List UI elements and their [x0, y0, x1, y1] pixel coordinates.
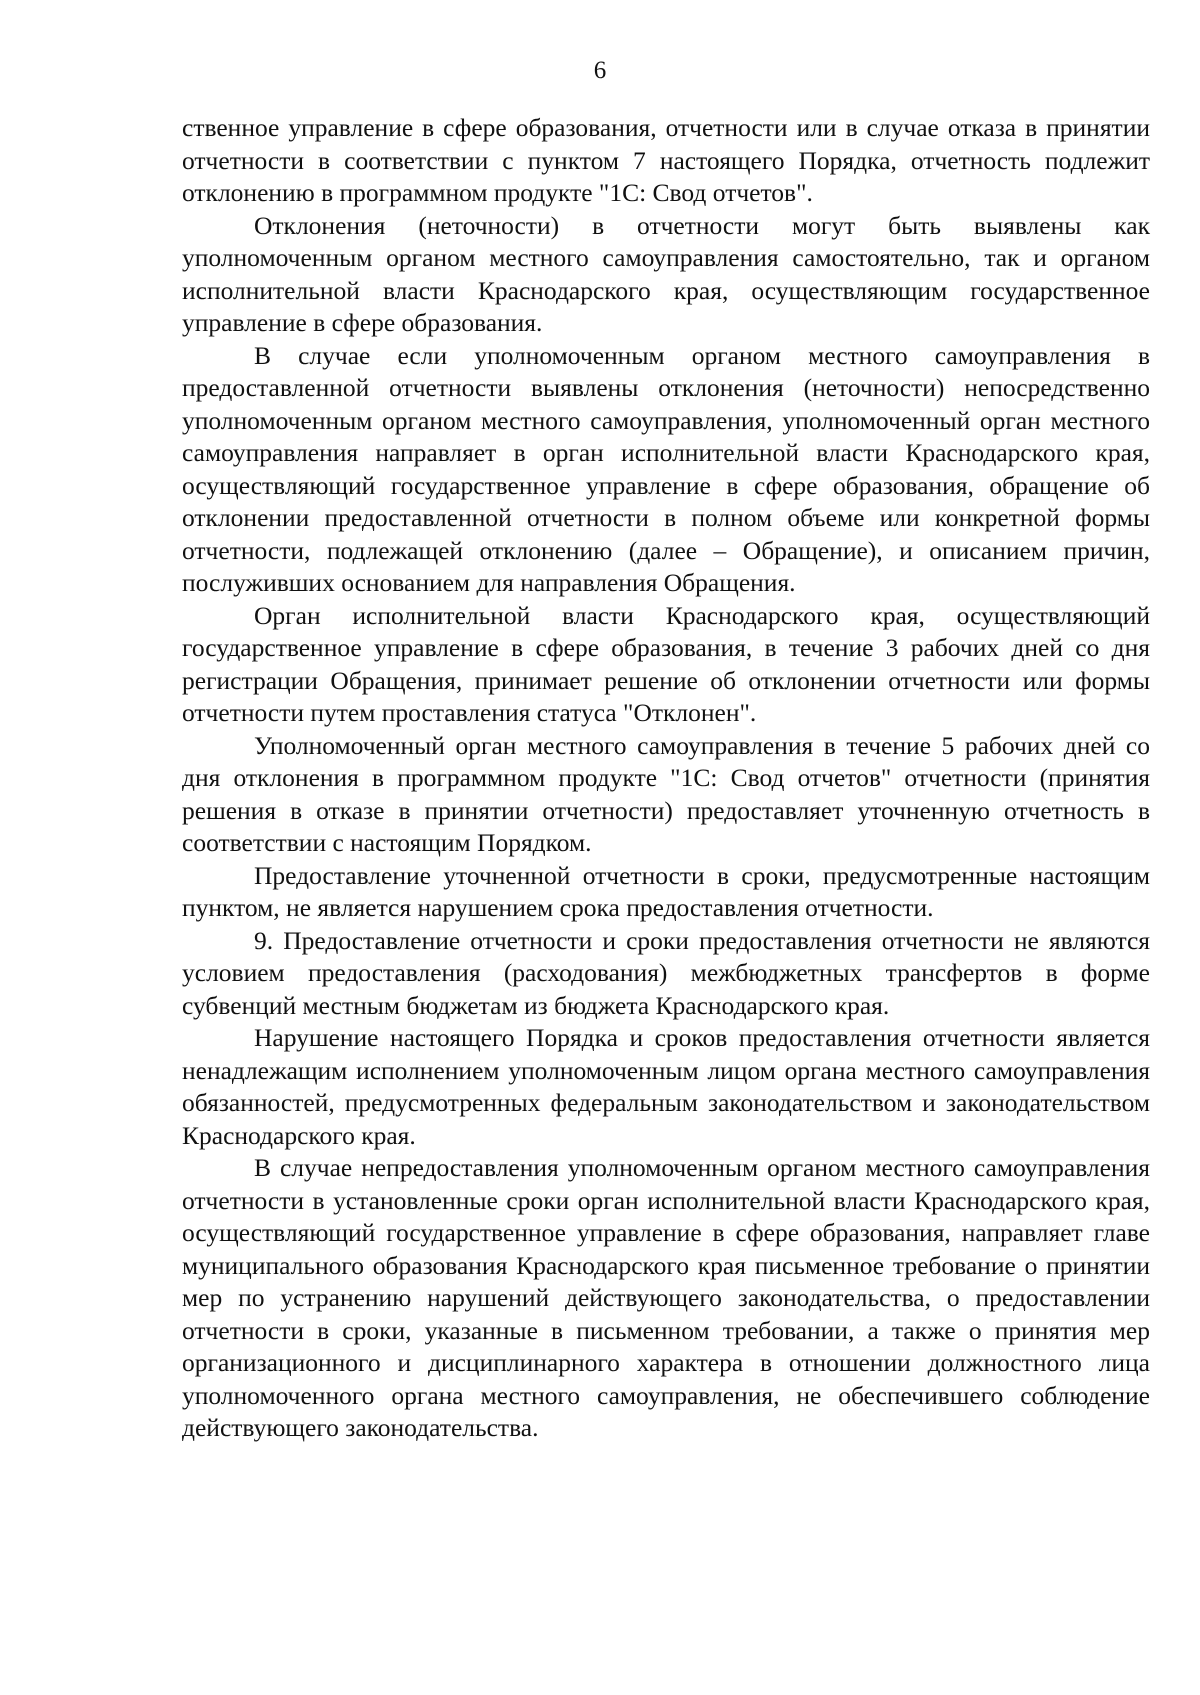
paragraph-non-submission: В случае непредоставления уполномоченным органом местного самоуправления отчетности в установленные сроки орган исполнительной власти Краснодарского края, осуществляющий государственное управление в сфере образования, направляет главе муниципального образования Краснодарского края письменное требование о принятии мер по устранению нарушений действующего законодательства, о предоставлении отчетности в сроки, указанные в письменном требовании, а также о принятия мер организационного и дисциплинарного характера в отношении должностного лица уполномоченного органа местного самоуправления, не обеспечившего соблюдение действующего законодательства.	[182, 1153, 1150, 1442]
paragraph-item-9: 9. Предоставление отчетности и сроки предоставления отчетности не являются условием предоставления (расходования) межбюджетных трансфертов в форме субвенций местным бюджетам из бюджета Краснодарского края.	[182, 925, 1150, 1020]
paragraph-decision: Орган исполнительной власти Краснодарского края, осуществляющий государственное управление в сфере образования, в течение 3 рабочих дней со дня регистрации Обращения, принимает решение об отклонении отчетности или формы отчетности путем проставления статуса "Отклонен".	[182, 600, 1150, 727]
paragraph-appeal: В случае если уполномоченным органом местного самоуправления в предоставленной отчетности выявлены отклонения (неточности) непосредственно уполномоченным органом местного самоуправления, уполномоченный орган местного самоуправления направляет в орган исполнительной власти Краснодарского края, осуществляющий государственное управление в сфере образования, обращение об отклонении предоставленной отчетности в полном объеме или конкретной формы отчетности, подлежащей отклонению (далее – Обращение), и описанием причин, послуживших основанием для направления Обращения.	[182, 340, 1150, 597]
paragraph-deadline-note: Предоставление уточненной отчетности в сроки, предусмотренные настоящим пунктом, не является нарушением срока предоставления отчетности.	[182, 860, 1150, 922]
paragraph-corrected-reporting: Уполномоченный орган местного самоуправления в течение 5 рабочих дней со дня отклонения в программном продукте "1С: Свод отчетов" отчетности (принятия решения в отказе в принятии отчетности) предоставляет уточненную отчетность в соответствии с настоящим Порядком.	[182, 730, 1150, 857]
paragraph-continuation: ственное управление в сфере образования, отчетности или в случае отказа в принятии отчетности в соответствии с пунктом 7 настоящего Порядка, отчетность подлежит отклонению в программном продукте "1С: Свод отчетов".	[182, 113, 1150, 207]
paragraph-deviations: Отклонения (неточности) в отчетности могут быть выявлены как уполномоченным органом местного самоуправления самостоятельно, так и органом исполнительной власти Краснодарского края, осуществляющим государственное управление в сфере образования.	[182, 210, 1150, 337]
page-number: 6	[593, 57, 607, 84]
document-body	[182, 112, 1150, 1445]
paragraph-violation: Нарушение настоящего Порядка и сроков предоставления отчетности является ненадлежащим исполнением уполномоченным лицом органа местного самоуправления обязанностей, предусмотренных федеральным законодательством и законодательством Краснодарского края.	[182, 1023, 1150, 1150]
